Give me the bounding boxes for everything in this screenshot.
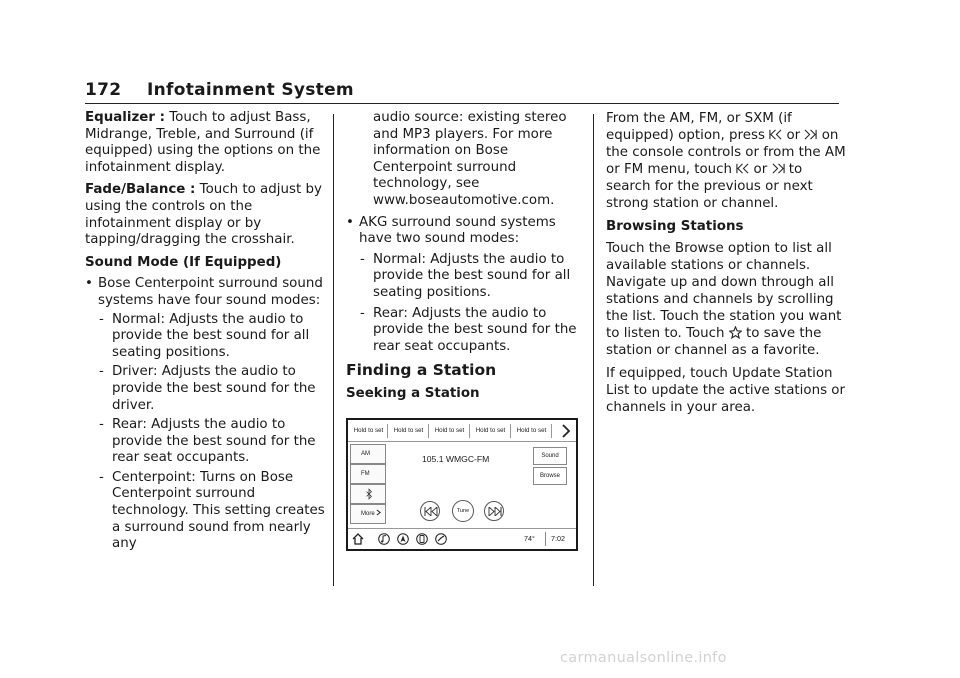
- chevron-right-small-icon: [376, 509, 381, 516]
- seek-forward-icon: [772, 162, 785, 175]
- page-number: 172: [85, 80, 122, 100]
- column-3: [606, 110, 846, 422]
- seek-text-1: From the AM, FM, or SXM (if equipped) option, press: [606, 111, 792, 143]
- update-paragraph: If equipped, touch Update Station List to update the active stations or channels in your area.: [606, 366, 846, 415]
- akg-mode-rear: - Rear: Adjusts the audio to provide the best sound for the rear seat occupants.: [360, 305, 577, 354]
- station-name: 105.1 WMGC-FM: [422, 454, 490, 464]
- seek-back-icon: [769, 128, 782, 141]
- fade-label: Fade/Balance :: [85, 182, 196, 198]
- sound-mode-heading: Sound Mode (If Equipped): [85, 254, 282, 270]
- browse-paragraph: [606, 240, 846, 359]
- bose-mode-rear: - Rear: Adjusts the audio to provide the best sound for the rear seat occupants.: [99, 417, 316, 466]
- fade-text: Touch to adjust by using the controls on the infotainment display or by tapping/dragging the crosshair.: [85, 182, 322, 248]
- preset-4[interactable]: Hold to set: [471, 424, 511, 438]
- seek-back-icon: [736, 162, 749, 175]
- seek-paragraph: [606, 110, 846, 212]
- bose-mode-centerpoint-text: Centerpoint: Turns on Bose Centerpoint surround technology. This setting creates a surround sound from nearly any: [112, 469, 325, 552]
- preset-1[interactable]: Hold to set: [350, 424, 388, 438]
- more-button[interactable]: [350, 504, 386, 524]
- home-icon[interactable]: [352, 533, 364, 545]
- bose-bullet: • Bose Centerpoint surround sound systems have four sound modes:: [85, 276, 325, 309]
- browse-text-2: to save the station or channel as a favorite.: [606, 326, 822, 358]
- equalizer-text: Touch to adjust Bass, Midrange, Treble, and Surround (if equipped) using the options on the infotainment display.: [85, 110, 321, 175]
- centerpoint-continuation: [346, 110, 582, 210]
- seek-or-1: or: [786, 128, 801, 143]
- preset-2[interactable]: Hold to set: [389, 424, 429, 438]
- phone-icon[interactable]: [416, 533, 428, 545]
- bluetooth-icon: [365, 488, 373, 500]
- seek-back-icon: [424, 507, 438, 516]
- am-button[interactable]: AM: [350, 444, 386, 464]
- column-2: [346, 110, 582, 408]
- finding-station-heading: Finding a Station: [346, 361, 497, 380]
- seek-back-button[interactable]: [420, 501, 440, 521]
- akg-mode-rear-text: Rear: Adjusts the audio to provide the best sound for the rear seat occupants.: [373, 305, 577, 354]
- radio-screen-figure: [346, 418, 578, 551]
- bose-mode-driver: - Driver: Adjusts the audio to provide the best sound for the driver.: [99, 364, 316, 413]
- seek-text-2: on the console controls or from the AM or FM menu, touch: [606, 128, 846, 177]
- seeking-station-heading: Seeking a Station: [346, 385, 480, 401]
- equalizer-paragraph: [85, 110, 325, 176]
- tune-button[interactable]: Tune: [452, 500, 474, 522]
- header-rule: [85, 103, 839, 104]
- status-separator: [545, 532, 546, 546]
- preset-bar: [348, 420, 576, 442]
- akg-bullet: • AKG surround sound systems have two sound modes:: [346, 215, 582, 248]
- browse-text-1: Touch the Browse option to list all available stations or channels. Navigate up and down through all stations and channels by scrolling the list. Touch the station you want to listen to. Touch: [606, 241, 842, 341]
- column-divider-2: [593, 114, 594, 586]
- clock: 7:02: [551, 534, 565, 543]
- sound-button[interactable]: Sound: [533, 447, 567, 465]
- seek-forward-button[interactable]: [484, 501, 504, 521]
- audio-icon[interactable]: [378, 533, 390, 545]
- browse-button[interactable]: Browse: [533, 467, 567, 485]
- seek-text-3: to search for the previous or next strong station or channel.: [606, 162, 813, 211]
- seek-forward-icon: [804, 128, 817, 141]
- preset-5[interactable]: Hold to set: [512, 424, 552, 438]
- column-1: [85, 110, 325, 556]
- bose-mode-rear-text: Rear: Adjusts the audio to provide the best sound for the rear seat occupants.: [112, 417, 316, 466]
- akg-mode-normal: - Normal: Adjusts the audio to provide the best sound for all seating positions.: [360, 251, 571, 300]
- bose-mode-driver-text: Driver: Adjusts the audio to provide the best sound for the driver.: [112, 364, 316, 413]
- fm-button[interactable]: FM: [350, 464, 386, 484]
- star-icon: [729, 326, 742, 339]
- centerpoint-continuation-text: audio source: existing stereo and MP3 players. For more information on Bose Centerpoint surround technology, see www.boseautomotive.com.: [373, 110, 567, 208]
- more-button-label: More: [361, 511, 375, 517]
- temperature: 74°: [524, 534, 535, 543]
- equalizer-label: Equalizer :: [85, 110, 165, 125]
- bose-mode-centerpoint: - Centerpoint: Turns on Bose Centerpoint surround technology. This setting creates a surround sound from nearly any: [99, 469, 325, 552]
- column-divider-1: [333, 114, 334, 586]
- projection-icon[interactable]: [435, 533, 447, 545]
- navigation-icon[interactable]: [397, 533, 409, 545]
- section-title: Infotainment System: [147, 80, 354, 100]
- browsing-stations-heading: Browsing Stations: [606, 219, 744, 234]
- seek-or-2: or: [753, 162, 768, 177]
- seek-forward-icon: [488, 507, 502, 516]
- fade-paragraph: [85, 182, 325, 248]
- bose-mode-normal: - Normal: Adjusts the audio to provide the best sound for all seating positions.: [99, 311, 310, 360]
- preset-3[interactable]: Hold to set: [430, 424, 470, 438]
- akg-mode-normal-text: Normal: Adjusts the audio to provide the best sound for all seating positions.: [373, 251, 571, 300]
- watermark: carmanualsonline.info: [560, 650, 727, 666]
- bose-mode-normal-text: Normal: Adjusts the audio to provide the best sound for all seating positions.: [112, 311, 310, 360]
- chevron-right-icon[interactable]: [560, 423, 572, 439]
- bottom-bar: [348, 528, 576, 549]
- bluetooth-button[interactable]: [350, 484, 386, 504]
